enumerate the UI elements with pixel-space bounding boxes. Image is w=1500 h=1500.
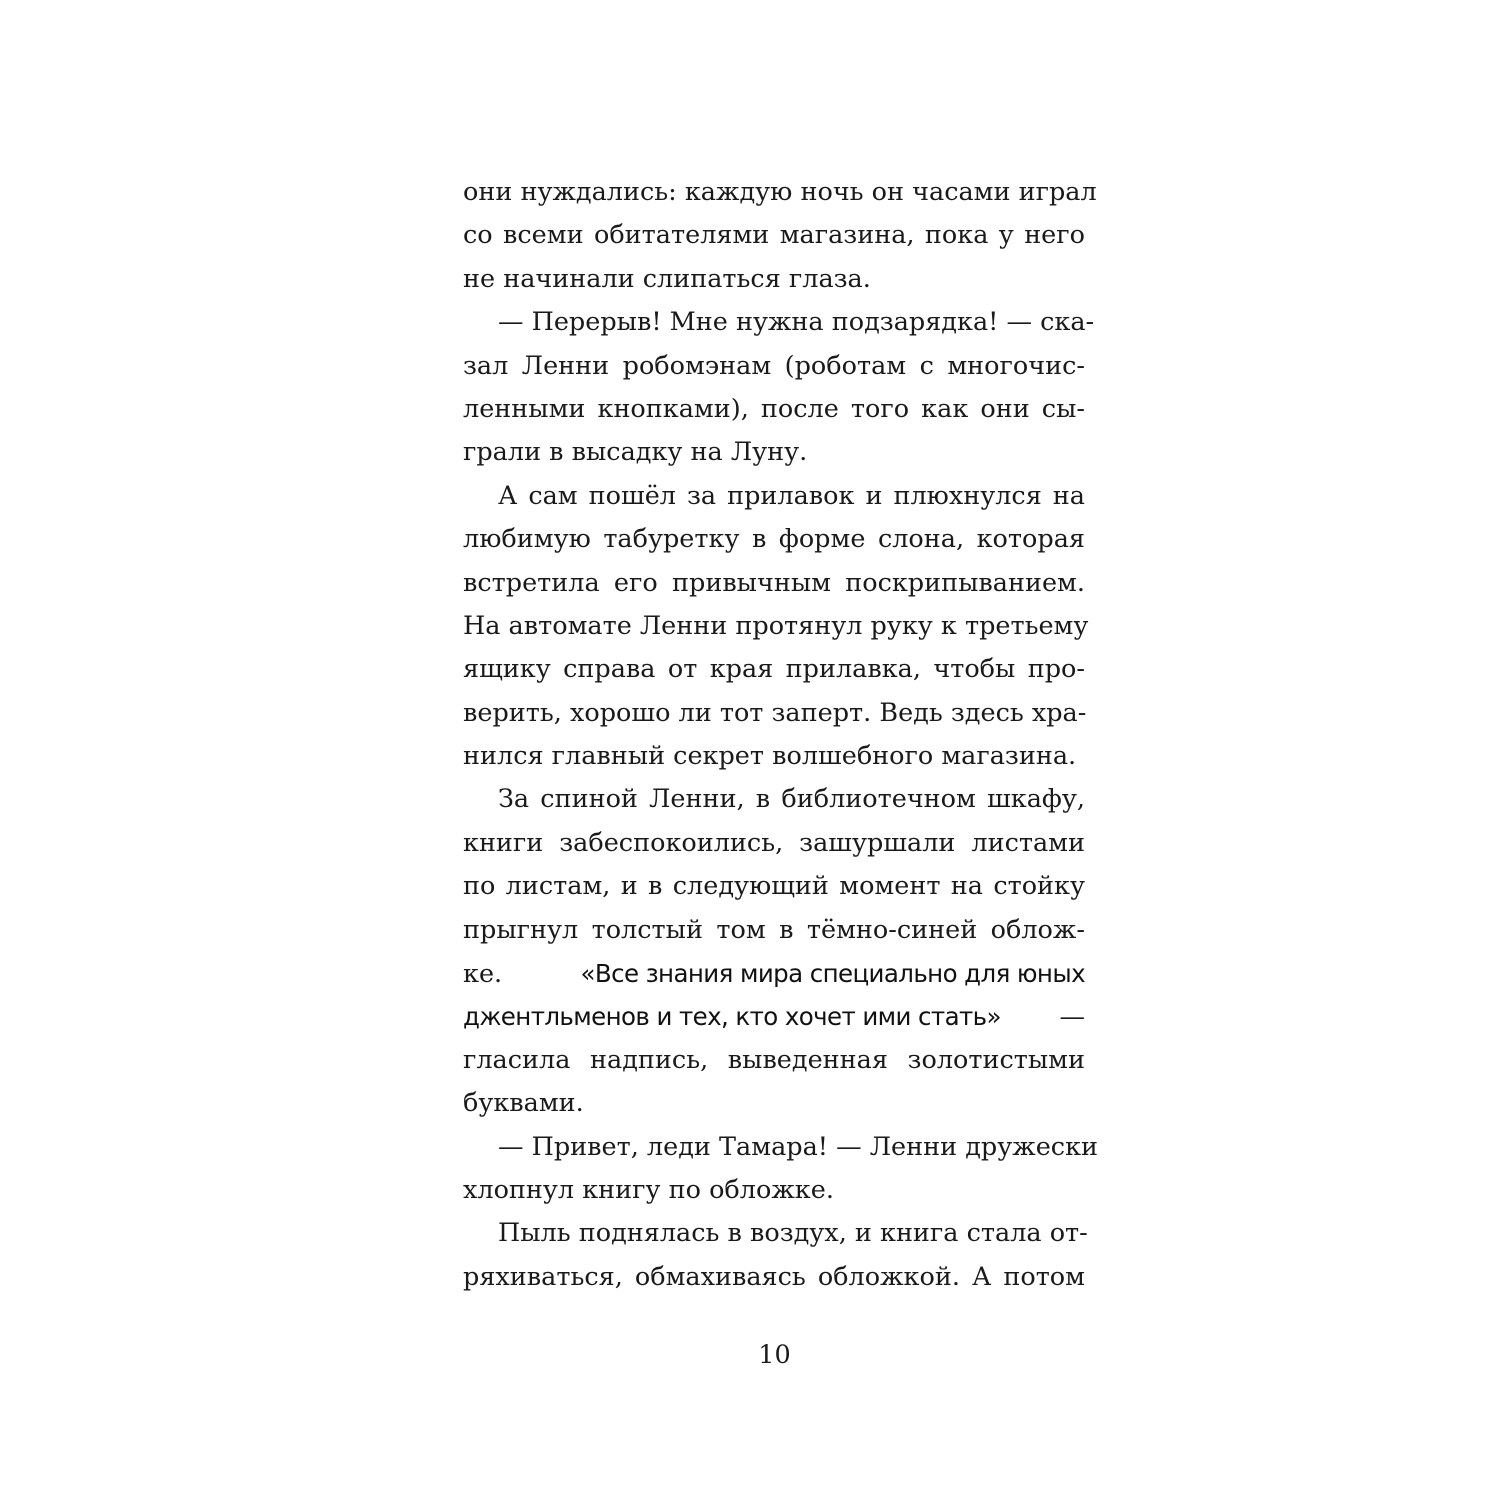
text-line: книги забеспокоились, зашуршали листами bbox=[463, 827, 1085, 858]
text-line: За спиной Ленни, в библиотечном шкафу, bbox=[498, 784, 1085, 815]
text-line: — Привет, леди Тамара! — Ленни дружески bbox=[498, 1131, 1099, 1162]
text-line: — Перерыв! Мне нужна подзарядка! — ска- bbox=[498, 307, 1095, 338]
text-line: встретила его привычным поскрипыванием. bbox=[463, 567, 1085, 598]
text-line: хлопнул книгу по обложке. bbox=[463, 1174, 834, 1205]
text-line: по листам, и в следующий момент на стойку bbox=[463, 871, 1085, 902]
text-line: Пыль поднялась в воздух, и книга стала от- bbox=[498, 1218, 1088, 1249]
book-title-quote: «Все знания мира специально для юных bbox=[580, 959, 1085, 989]
text-line: буквами. bbox=[463, 1088, 584, 1119]
text-line: На автомате Ленни протянул руку к третьему bbox=[463, 610, 1089, 641]
text-line: они нуждались: каждую ночь он часами играл bbox=[463, 177, 1097, 207]
body-text bbox=[463, 171, 1099, 1299]
text-line bbox=[463, 952, 1085, 995]
text-line: А сам пошёл за прилавок и плюхнулся на bbox=[498, 480, 1085, 511]
text-line: ряхиваться, обмахиваясь обложкой. А потом bbox=[463, 1261, 1085, 1292]
text-line: нился главный секрет волшебного магазина. bbox=[463, 741, 1077, 772]
text-line: со всеми обитателями магазина, пока у него bbox=[463, 220, 1085, 251]
text-line: верить, хорошо ли тот заперт. Ведь здесь хра- bbox=[463, 697, 1087, 728]
text-fragment: — bbox=[1059, 1002, 1085, 1033]
text-line: ящику справа от края прилавка, чтобы про- bbox=[463, 654, 1085, 685]
text-line: не начинали слипаться глаза. bbox=[463, 263, 871, 294]
text-line: прыгнул толстый том в тёмно-синей облож- bbox=[463, 914, 1085, 945]
text-line: гласила надпись, выведенная золотистыми bbox=[463, 1044, 1085, 1075]
text-line bbox=[463, 995, 1085, 1038]
book-title-quote: джентльменов и тех, кто хочет ими стать» bbox=[463, 1002, 1001, 1032]
text-line: любимую табуретку в форме слона, которая bbox=[463, 524, 1085, 555]
text-line: ленными кнопками), после того как они сы- bbox=[463, 393, 1085, 424]
text-fragment: ке. bbox=[463, 959, 503, 990]
text-line: грали в высадку на Луну. bbox=[463, 437, 808, 468]
text-line: зал Ленни робомэнам (роботам с многочис- bbox=[463, 350, 1085, 381]
page-number: 10 bbox=[758, 1340, 791, 1370]
